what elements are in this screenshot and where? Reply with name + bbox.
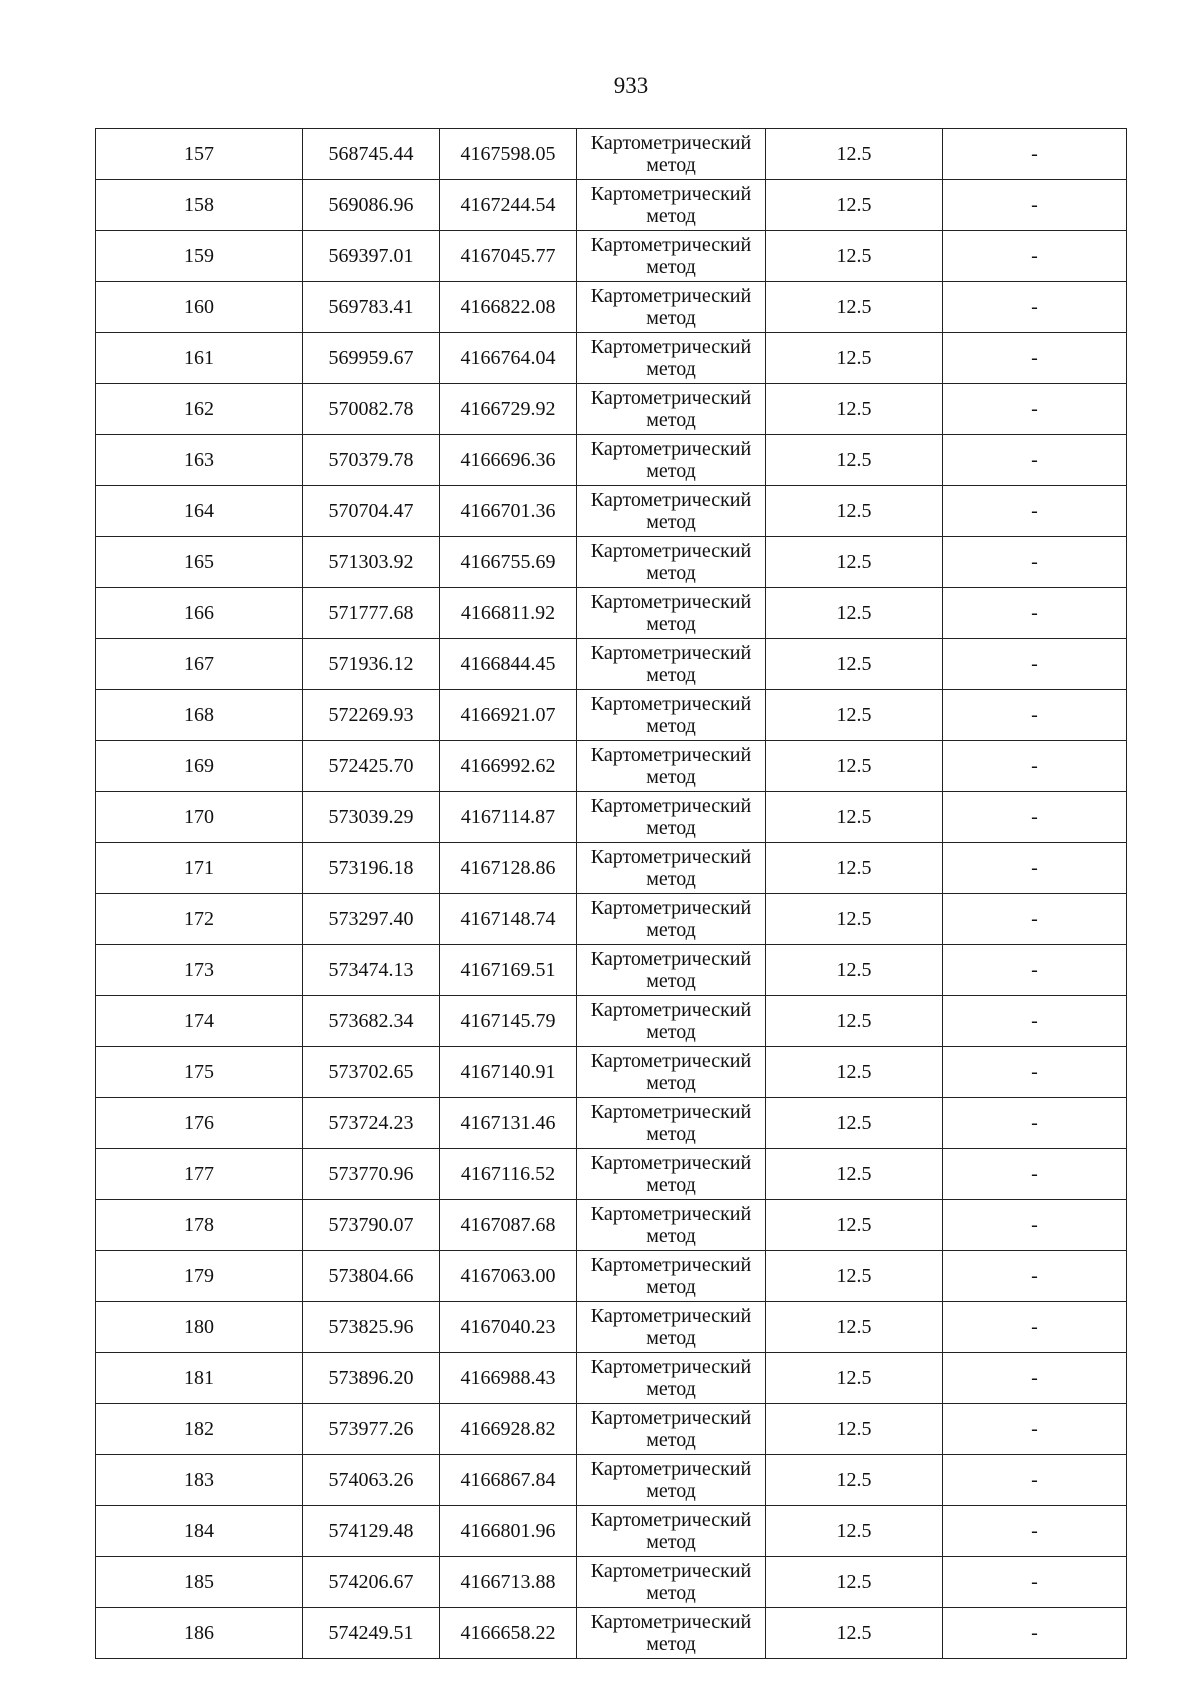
table-row [96, 588, 1127, 639]
method-line-2: метод [646, 970, 696, 992]
method-line-1: Картометрический [590, 1050, 752, 1072]
method-cell [577, 333, 766, 384]
method-cell [577, 384, 766, 435]
method-line-2: метод [646, 1531, 696, 1553]
method-line-1: Картометрический [590, 846, 752, 868]
point-number-cell: 182 [96, 1404, 303, 1455]
precision-cell: 12.5 [766, 384, 943, 435]
precision-cell: 12.5 [766, 945, 943, 996]
precision-cell: 12.5 [766, 1251, 943, 1302]
method-line-1: Картометрический [590, 1458, 752, 1480]
y-coordinate-cell: 4166755.69 [440, 537, 577, 588]
point-number-cell: 157 [96, 129, 303, 180]
method-line-2: метод [646, 1021, 696, 1043]
table-row [96, 1149, 1127, 1200]
x-coordinate-cell: 573297.40 [303, 894, 440, 945]
method-cell [577, 843, 766, 894]
precision-cell: 12.5 [766, 282, 943, 333]
method-cell [577, 231, 766, 282]
y-coordinate-cell: 4166801.96 [440, 1506, 577, 1557]
point-number-cell: 183 [96, 1455, 303, 1506]
point-number-cell: 174 [96, 996, 303, 1047]
method-line-2: метод [646, 919, 696, 941]
method-line-1: Картометрический [590, 234, 752, 256]
method-cell [577, 996, 766, 1047]
method-line-1: Картометрический [590, 591, 752, 613]
y-coordinate-cell: 4166867.84 [440, 1455, 577, 1506]
precision-cell: 12.5 [766, 741, 943, 792]
method-line-1: Картометрический [590, 387, 752, 409]
method-cell [577, 945, 766, 996]
note-cell: - [943, 690, 1127, 741]
point-number-cell: 160 [96, 282, 303, 333]
note-cell: - [943, 945, 1127, 996]
method-line-1: Картометрический [590, 336, 752, 358]
method-line-2: метод [646, 1174, 696, 1196]
point-number-cell: 179 [96, 1251, 303, 1302]
y-coordinate-cell: 4167114.87 [440, 792, 577, 843]
table-row [96, 945, 1127, 996]
method-line-2: метод [646, 868, 696, 890]
table-row [96, 231, 1127, 282]
table-row [96, 1557, 1127, 1608]
x-coordinate-cell: 574129.48 [303, 1506, 440, 1557]
precision-cell: 12.5 [766, 1557, 943, 1608]
x-coordinate-cell: 573804.66 [303, 1251, 440, 1302]
note-cell: - [943, 129, 1127, 180]
x-coordinate-cell: 572269.93 [303, 690, 440, 741]
y-coordinate-cell: 4167128.86 [440, 843, 577, 894]
page-number: 933 [613, 73, 649, 98]
method-cell [577, 639, 766, 690]
note-cell: - [943, 1506, 1127, 1557]
method-line-1: Картометрический [590, 1611, 752, 1633]
table-row [96, 741, 1127, 792]
y-coordinate-cell: 4166992.62 [440, 741, 577, 792]
note-cell: - [943, 384, 1127, 435]
table-row [96, 843, 1127, 894]
note-cell: - [943, 1353, 1127, 1404]
method-cell [577, 588, 766, 639]
note-cell: - [943, 1149, 1127, 1200]
note-cell: - [943, 333, 1127, 384]
x-coordinate-cell: 571936.12 [303, 639, 440, 690]
table-row [96, 1200, 1127, 1251]
method-cell [577, 1251, 766, 1302]
x-coordinate-cell: 573770.96 [303, 1149, 440, 1200]
method-line-2: метод [646, 664, 696, 686]
y-coordinate-cell: 4166701.36 [440, 486, 577, 537]
method-line-2: метод [646, 154, 696, 176]
method-cell [577, 1404, 766, 1455]
method-line-2: метод [646, 715, 696, 737]
note-cell: - [943, 996, 1127, 1047]
precision-cell: 12.5 [766, 1098, 943, 1149]
note-cell: - [943, 1047, 1127, 1098]
note-cell: - [943, 180, 1127, 231]
precision-cell: 12.5 [766, 1404, 943, 1455]
method-cell [577, 1098, 766, 1149]
point-number-cell: 175 [96, 1047, 303, 1098]
point-number-cell: 172 [96, 894, 303, 945]
method-cell [577, 1557, 766, 1608]
precision-cell: 12.5 [766, 1353, 943, 1404]
method-cell [577, 1302, 766, 1353]
x-coordinate-cell: 573825.96 [303, 1302, 440, 1353]
method-line-1: Картометрический [590, 948, 752, 970]
method-line-1: Картометрический [590, 1101, 752, 1123]
x-coordinate-cell: 574063.26 [303, 1455, 440, 1506]
method-line-2: метод [646, 205, 696, 227]
method-line-1: Картометрический [590, 1560, 752, 1582]
table-row [96, 435, 1127, 486]
method-line-1: Картометрический [590, 1305, 752, 1327]
method-line-2: метод [646, 1225, 696, 1247]
x-coordinate-cell: 573724.23 [303, 1098, 440, 1149]
method-line-2: метод [646, 460, 696, 482]
x-coordinate-cell: 573474.13 [303, 945, 440, 996]
method-line-2: метод [646, 256, 696, 278]
method-line-2: метод [646, 613, 696, 635]
method-cell [577, 741, 766, 792]
method-line-1: Картометрический [590, 1254, 752, 1276]
precision-cell: 12.5 [766, 180, 943, 231]
precision-cell: 12.5 [766, 1200, 943, 1251]
method-line-1: Картометрический [590, 1407, 752, 1429]
table-row [96, 792, 1127, 843]
x-coordinate-cell: 571303.92 [303, 537, 440, 588]
table-row [96, 486, 1127, 537]
point-number-cell: 166 [96, 588, 303, 639]
y-coordinate-cell: 4167598.05 [440, 129, 577, 180]
coordinates-table-body [96, 129, 1127, 1659]
note-cell: - [943, 639, 1127, 690]
method-cell [577, 1200, 766, 1251]
y-coordinate-cell: 4167063.00 [440, 1251, 577, 1302]
y-coordinate-cell: 4167087.68 [440, 1200, 577, 1251]
point-number-cell: 168 [96, 690, 303, 741]
method-line-1: Картометрический [590, 999, 752, 1021]
table-row [96, 639, 1127, 690]
y-coordinate-cell: 4167169.51 [440, 945, 577, 996]
note-cell: - [943, 1200, 1127, 1251]
precision-cell: 12.5 [766, 588, 943, 639]
y-coordinate-cell: 4167148.74 [440, 894, 577, 945]
method-line-1: Картометрический [590, 540, 752, 562]
precision-cell: 12.5 [766, 1047, 943, 1098]
table-row [96, 1404, 1127, 1455]
method-cell [577, 537, 766, 588]
table-row [96, 537, 1127, 588]
precision-cell: 12.5 [766, 129, 943, 180]
table-row [96, 1251, 1127, 1302]
method-line-2: метод [646, 358, 696, 380]
method-line-2: метод [646, 817, 696, 839]
note-cell: - [943, 1455, 1127, 1506]
method-line-1: Картометрический [590, 744, 752, 766]
point-number-cell: 180 [96, 1302, 303, 1353]
method-cell [577, 1149, 766, 1200]
point-number-cell: 161 [96, 333, 303, 384]
method-line-1: Картометрический [590, 132, 752, 154]
method-line-2: метод [646, 1429, 696, 1451]
precision-cell: 12.5 [766, 690, 943, 741]
y-coordinate-cell: 4166764.04 [440, 333, 577, 384]
method-line-2: метод [646, 1582, 696, 1604]
method-cell [577, 282, 766, 333]
x-coordinate-cell: 570379.78 [303, 435, 440, 486]
method-line-2: метод [646, 1378, 696, 1400]
y-coordinate-cell: 4167244.54 [440, 180, 577, 231]
x-coordinate-cell: 570082.78 [303, 384, 440, 435]
method-line-2: метод [646, 766, 696, 788]
method-line-2: метод [646, 562, 696, 584]
method-line-1: Картометрический [590, 438, 752, 460]
point-number-cell: 169 [96, 741, 303, 792]
precision-cell: 12.5 [766, 1608, 943, 1659]
method-line-2: метод [646, 409, 696, 431]
method-cell [577, 435, 766, 486]
point-number-cell: 176 [96, 1098, 303, 1149]
note-cell: - [943, 537, 1127, 588]
x-coordinate-cell: 569783.41 [303, 282, 440, 333]
table-row [96, 1047, 1127, 1098]
table-row [96, 1506, 1127, 1557]
method-line-1: Картометрический [590, 693, 752, 715]
point-number-cell: 170 [96, 792, 303, 843]
y-coordinate-cell: 4166713.88 [440, 1557, 577, 1608]
precision-cell: 12.5 [766, 231, 943, 282]
y-coordinate-cell: 4167145.79 [440, 996, 577, 1047]
precision-cell: 12.5 [766, 486, 943, 537]
x-coordinate-cell: 571777.68 [303, 588, 440, 639]
precision-cell: 12.5 [766, 333, 943, 384]
note-cell: - [943, 1098, 1127, 1149]
precision-cell: 12.5 [766, 537, 943, 588]
precision-cell: 12.5 [766, 1149, 943, 1200]
method-cell [577, 1047, 766, 1098]
coordinates-table [95, 128, 1127, 1659]
note-cell: - [943, 1302, 1127, 1353]
y-coordinate-cell: 4166658.22 [440, 1608, 577, 1659]
y-coordinate-cell: 4167140.91 [440, 1047, 577, 1098]
y-coordinate-cell: 4166928.82 [440, 1404, 577, 1455]
y-coordinate-cell: 4167040.23 [440, 1302, 577, 1353]
method-line-1: Картометрический [590, 489, 752, 511]
note-cell: - [943, 588, 1127, 639]
point-number-cell: 164 [96, 486, 303, 537]
note-cell: - [943, 741, 1127, 792]
precision-cell: 12.5 [766, 1455, 943, 1506]
method-cell [577, 690, 766, 741]
method-cell [577, 129, 766, 180]
method-line-2: метод [646, 1123, 696, 1145]
y-coordinate-cell: 4166822.08 [440, 282, 577, 333]
note-cell: - [943, 792, 1127, 843]
method-line-1: Картометрический [590, 642, 752, 664]
note-cell: - [943, 1557, 1127, 1608]
method-line-1: Картометрический [590, 183, 752, 205]
table-row [96, 1302, 1127, 1353]
precision-cell: 12.5 [766, 894, 943, 945]
x-coordinate-cell: 574249.51 [303, 1608, 440, 1659]
x-coordinate-cell: 574206.67 [303, 1557, 440, 1608]
y-coordinate-cell: 4166988.43 [440, 1353, 577, 1404]
method-cell [577, 486, 766, 537]
table-row [96, 129, 1127, 180]
precision-cell: 12.5 [766, 792, 943, 843]
table-row [96, 894, 1127, 945]
x-coordinate-cell: 573977.26 [303, 1404, 440, 1455]
point-number-cell: 162 [96, 384, 303, 435]
method-line-1: Картометрический [590, 1203, 752, 1225]
point-number-cell: 178 [96, 1200, 303, 1251]
note-cell: - [943, 1608, 1127, 1659]
precision-cell: 12.5 [766, 639, 943, 690]
point-number-cell: 165 [96, 537, 303, 588]
method-cell [577, 180, 766, 231]
x-coordinate-cell: 573896.20 [303, 1353, 440, 1404]
point-number-cell: 171 [96, 843, 303, 894]
y-coordinate-cell: 4166844.45 [440, 639, 577, 690]
precision-cell: 12.5 [766, 435, 943, 486]
method-line-2: метод [646, 1072, 696, 1094]
x-coordinate-cell: 569086.96 [303, 180, 440, 231]
method-line-2: метод [646, 511, 696, 533]
x-coordinate-cell: 573702.65 [303, 1047, 440, 1098]
table-row [96, 690, 1127, 741]
point-number-cell: 181 [96, 1353, 303, 1404]
method-line-2: метод [646, 1327, 696, 1349]
point-number-cell: 186 [96, 1608, 303, 1659]
table-row [96, 384, 1127, 435]
point-number-cell: 159 [96, 231, 303, 282]
method-line-1: Картометрический [590, 897, 752, 919]
x-coordinate-cell: 569959.67 [303, 333, 440, 384]
note-cell: - [943, 1404, 1127, 1455]
method-line-1: Картометрический [590, 1152, 752, 1174]
y-coordinate-cell: 4167131.46 [440, 1098, 577, 1149]
method-line-1: Картометрический [590, 1509, 752, 1531]
x-coordinate-cell: 573790.07 [303, 1200, 440, 1251]
x-coordinate-cell: 573196.18 [303, 843, 440, 894]
point-number-cell: 167 [96, 639, 303, 690]
method-line-1: Картометрический [590, 285, 752, 307]
precision-cell: 12.5 [766, 996, 943, 1047]
method-line-2: метод [646, 1480, 696, 1502]
point-number-cell: 163 [96, 435, 303, 486]
table-row [96, 1455, 1127, 1506]
precision-cell: 12.5 [766, 1506, 943, 1557]
method-line-2: метод [646, 1276, 696, 1298]
x-coordinate-cell: 568745.44 [303, 129, 440, 180]
method-line-2: метод [646, 307, 696, 329]
point-number-cell: 185 [96, 1557, 303, 1608]
y-coordinate-cell: 4166696.36 [440, 435, 577, 486]
table-row [96, 180, 1127, 231]
method-cell [577, 894, 766, 945]
y-coordinate-cell: 4167045.77 [440, 231, 577, 282]
table-row [96, 333, 1127, 384]
note-cell: - [943, 435, 1127, 486]
precision-cell: 12.5 [766, 843, 943, 894]
y-coordinate-cell: 4167116.52 [440, 1149, 577, 1200]
note-cell: - [943, 282, 1127, 333]
note-cell: - [943, 894, 1127, 945]
table-row [96, 1608, 1127, 1659]
x-coordinate-cell: 570704.47 [303, 486, 440, 537]
y-coordinate-cell: 4166921.07 [440, 690, 577, 741]
y-coordinate-cell: 4166811.92 [440, 588, 577, 639]
method-cell [577, 792, 766, 843]
x-coordinate-cell: 573039.29 [303, 792, 440, 843]
note-cell: - [943, 1251, 1127, 1302]
point-number-cell: 184 [96, 1506, 303, 1557]
y-coordinate-cell: 4166729.92 [440, 384, 577, 435]
note-cell: - [943, 486, 1127, 537]
method-cell [577, 1608, 766, 1659]
table-row [96, 1098, 1127, 1149]
table-row [96, 282, 1127, 333]
point-number-cell: 158 [96, 180, 303, 231]
note-cell: - [943, 231, 1127, 282]
note-cell: - [943, 843, 1127, 894]
method-cell [577, 1353, 766, 1404]
precision-cell: 12.5 [766, 1302, 943, 1353]
method-line-1: Картометрический [590, 795, 752, 817]
method-line-1: Картометрический [590, 1356, 752, 1378]
table-row [96, 996, 1127, 1047]
x-coordinate-cell: 569397.01 [303, 231, 440, 282]
point-number-cell: 177 [96, 1149, 303, 1200]
x-coordinate-cell: 572425.70 [303, 741, 440, 792]
method-cell [577, 1506, 766, 1557]
point-number-cell: 173 [96, 945, 303, 996]
table-row [96, 1353, 1127, 1404]
method-line-2: метод [646, 1633, 696, 1655]
x-coordinate-cell: 573682.34 [303, 996, 440, 1047]
method-cell [577, 1455, 766, 1506]
